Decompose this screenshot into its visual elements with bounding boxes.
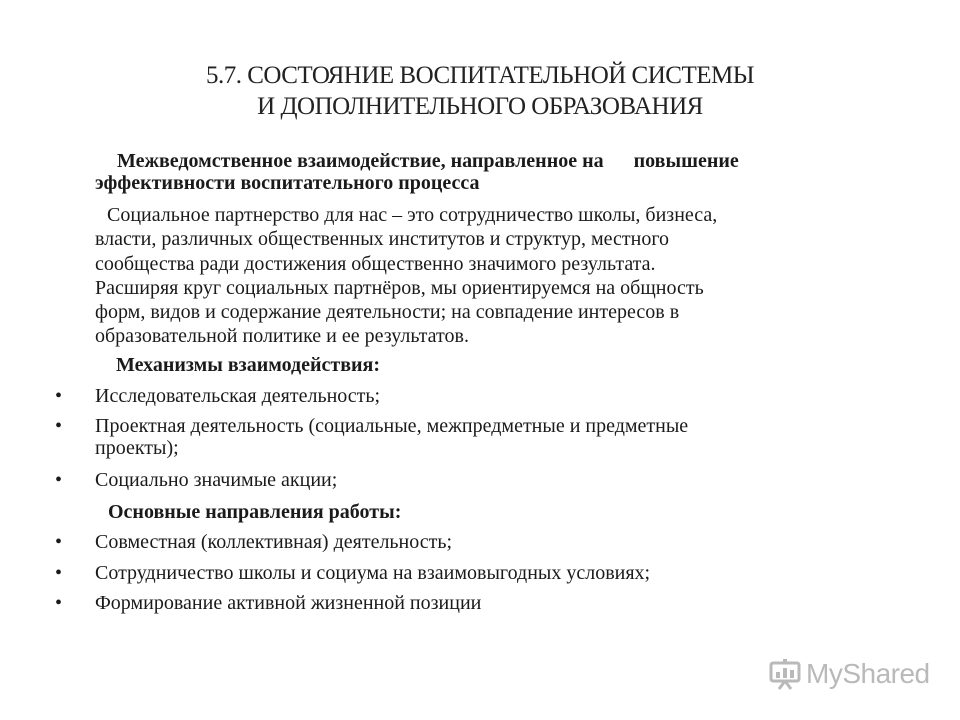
subheading	[95, 150, 905, 194]
list-item-text: проекты);	[95, 437, 179, 459]
list-item-text: Формирование активной жизненной позиции	[95, 592, 482, 614]
subheading-line-2: эффективности воспитательного процесса	[95, 172, 480, 194]
subheading-part-2: повышение	[633, 150, 739, 172]
bullet-icon: •	[55, 592, 63, 614]
paragraph-line: сообщества ради достижения общественно значимого результата.	[95, 252, 656, 275]
partnership-paragraph	[95, 203, 885, 349]
bullet-icon: •	[55, 531, 63, 553]
mechanisms-heading: Механизмы взаимодействия:	[116, 354, 381, 376]
bullet-icon: •	[55, 562, 63, 584]
list-item-text: Проектная деятельность (социальные, межпредметные и предметные	[95, 415, 689, 437]
bullet-icon: •	[55, 415, 63, 437]
subheading-part-1: Межведомственное взаимодействие, направленное на	[117, 150, 604, 172]
list-item-text: Совместная (коллективная) деятельность;	[95, 531, 453, 553]
bullet-icon: •	[55, 469, 63, 491]
paragraph-line: власти, различных общественных институтов и структур, местного	[95, 228, 670, 251]
directions-heading: Основные направления работы:	[108, 501, 402, 523]
list-item-text: Социально значимые акции;	[95, 469, 338, 491]
presentation-board-icon	[768, 657, 802, 691]
slide-title	[0, 60, 960, 122]
list-item-text: Сотрудничество школы и социума на взаимовыгодных условиях;	[95, 562, 651, 584]
bullet-icon: •	[55, 385, 63, 407]
watermark-logo	[768, 656, 930, 692]
subheading-line-1	[95, 150, 905, 172]
paragraph-line: Расширяя круг социальных партнёров, мы ориентируемся на общность	[95, 276, 704, 299]
list-item-text: Исследовательская деятельность;	[95, 385, 381, 407]
slide-title-line-2: И ДОПОЛНИТЕЛЬНОГО ОБРАЗОВАНИЯ	[257, 93, 703, 120]
paragraph-line: форм, видов и содержание деятельности; на совпадение интересов в	[95, 301, 680, 324]
slide-title-line-1: 5.7. СОСТОЯНИЕ ВОСПИТАТЕЛЬНОЙ СИСТЕМЫ	[205, 62, 755, 89]
paragraph-line: Социальное партнерство для нас – это сотрудничество школы, бизнеса,	[107, 204, 718, 226]
paragraph-line: образовательной политике и ее результатов.	[95, 325, 469, 348]
watermark-text: MyShared	[806, 658, 930, 689]
